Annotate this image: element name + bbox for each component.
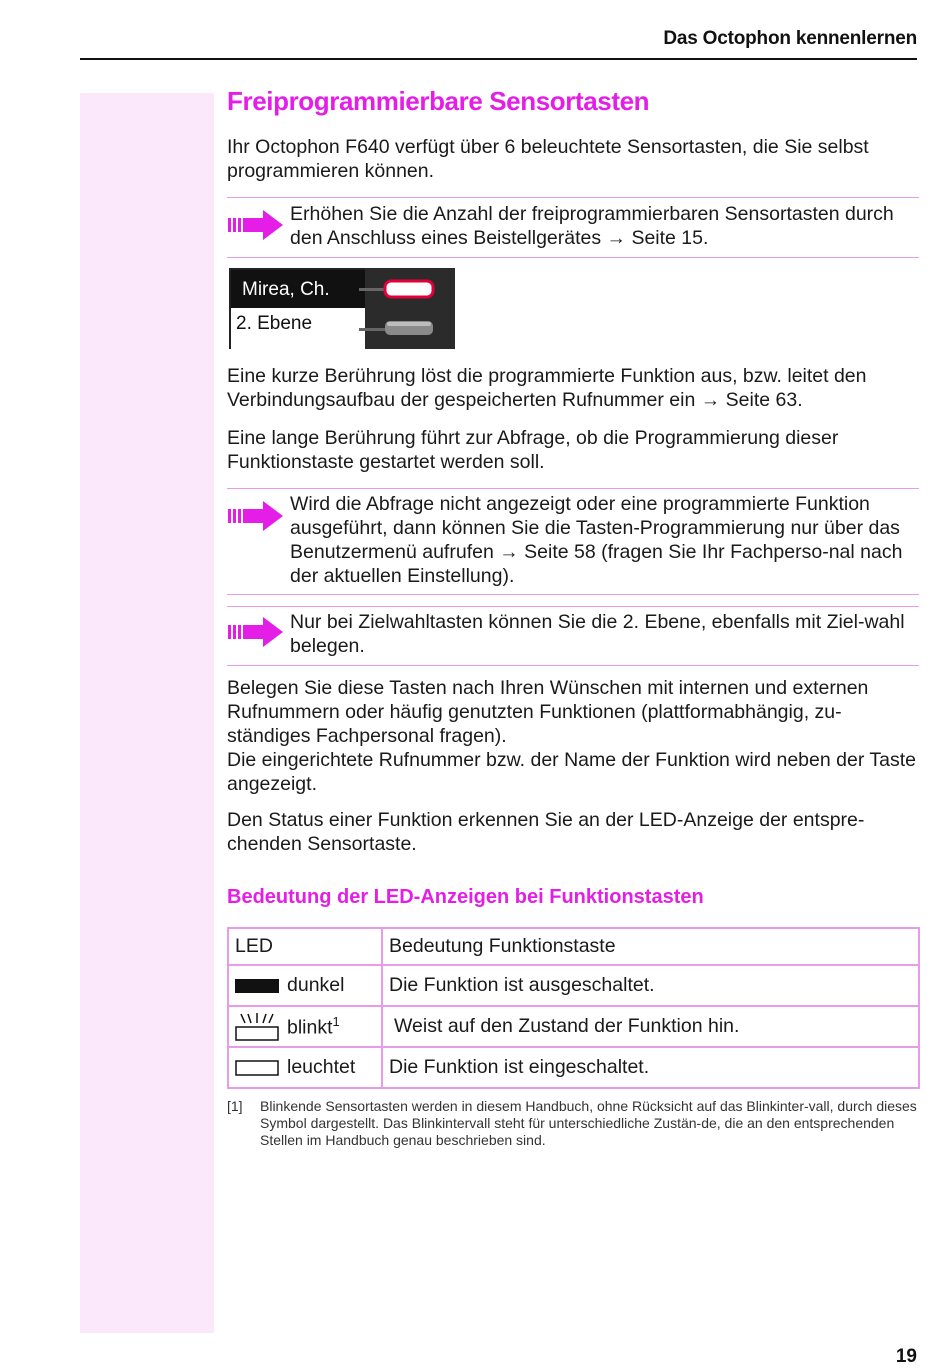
note-arrow-icon (227, 615, 285, 649)
led-state: dunkel (285, 965, 382, 1006)
led-icon-cell (228, 1006, 285, 1047)
led-section-title: Bedeutung der LED-Anzeigen bei Funktionstasten (227, 886, 704, 908)
led-off-icon (235, 978, 279, 994)
status-paragraph: Den Status einer Funktion erkennen Sie an der LED-Anzeige der entspre-chenden Sensortaste. (227, 809, 865, 855)
led-state-text: blinkt (287, 1016, 333, 1039)
page-number: 19 (895, 1346, 917, 1367)
led-state: leuchtet (285, 1047, 382, 1088)
note-arrow-icon (227, 208, 285, 242)
led-icon-cell (228, 1047, 285, 1088)
intro-paragraph: Ihr Octophon F640 verfügt über 6 beleuchtete Sensortasten, die Sie selbst programmieren können. (227, 136, 869, 182)
table-header-row (228, 928, 919, 965)
key-label-2: 2. Ebene (236, 313, 313, 334)
footnote (227, 1098, 919, 1149)
assign-paragraph (227, 676, 919, 796)
footnote-mark: [1] (227, 1098, 243, 1114)
table-row (228, 1047, 919, 1088)
col-header-meaning: Bedeutung Funktionstaste (382, 928, 919, 965)
led-meaning: Die Funktion ist eingeschaltet. (382, 1047, 919, 1088)
led-state (285, 1006, 382, 1047)
led-on-icon (235, 1060, 279, 1076)
table-row (228, 965, 919, 1006)
assign-text-1: Belegen Sie diese Tasten nach Ihren Wünschen mit internen und externen Rufnummern oder häufig genutzten Funktionen (plattformabhängig, zu-ständiges Fachpersonal fragen). (227, 677, 869, 747)
header-rule (80, 58, 917, 60)
margin-band (80, 93, 214, 1333)
led-meaning: Weist auf den Zustand der Funktion hin. (382, 1006, 919, 1047)
footnote-ref: 1 (332, 1013, 340, 1029)
running-header: Das Octophon kennenlernen (663, 28, 917, 49)
col-header-led: LED (228, 928, 382, 965)
note-box (227, 488, 919, 595)
note-text: Erhöhen Sie die Anzahl der freiprogrammierbaren Sensortasten durch den Anschluss eines Beistellgerätes → Seite 15. (290, 203, 894, 249)
section-title: Freiprogrammierbare Sensortasten (227, 86, 650, 116)
led-table (227, 927, 920, 1089)
led-meaning: Die Funktion ist ausgeschaltet. (382, 965, 919, 1006)
note-box (227, 606, 919, 666)
note-arrow-icon (227, 499, 285, 533)
led-icon-cell (228, 965, 285, 1006)
long-touch-paragraph: Eine lange Berührung führt zur Abfrage, ob die Programmierung dieser Funktionstaste gestartet werden soll. (227, 427, 839, 473)
note-text: Wird die Abfrage nicht angezeigt oder eine programmierte Funktion ausgeführt, dann können Sie die Tasten-Programmierung nur über das Benutzermenü aufrufen → Seite 58 (fragen Sie Ihr Fachperso-nal nach der aktuellen Einstellung). (290, 493, 903, 587)
short-touch-paragraph: Eine kurze Berührung löst die programmierte Funktion aus, bzw. leitet den Verbindungsaufbau der gespeicherten Rufnummer ein → Seite 63. (227, 365, 867, 411)
assign-text-2: Die eingerichtete Rufnummer bzw. der Name der Funktion wird neben der Taste angezeigt. (227, 749, 916, 795)
footnote-text: Blinkende Sensortasten werden in diesem Handbuch, ohne Rücksicht auf das Blinkinter-vall, durch dieses Symbol dargestellt. Das Blinkintervall steht für unterschiedliche Zustän-de, die an den entsprechenden Stellen im Handbuch genau beschrieben sind. (260, 1098, 917, 1148)
table-row (228, 1006, 919, 1047)
key-label-1: Mirea, Ch. (242, 279, 330, 300)
note-text: Nur bei Zielwahltasten können Sie die 2. Ebene, ebenfalls mit Ziel-wahl belegen. (290, 611, 905, 657)
led-blink-icon (235, 1012, 279, 1042)
note-box (227, 197, 919, 258)
